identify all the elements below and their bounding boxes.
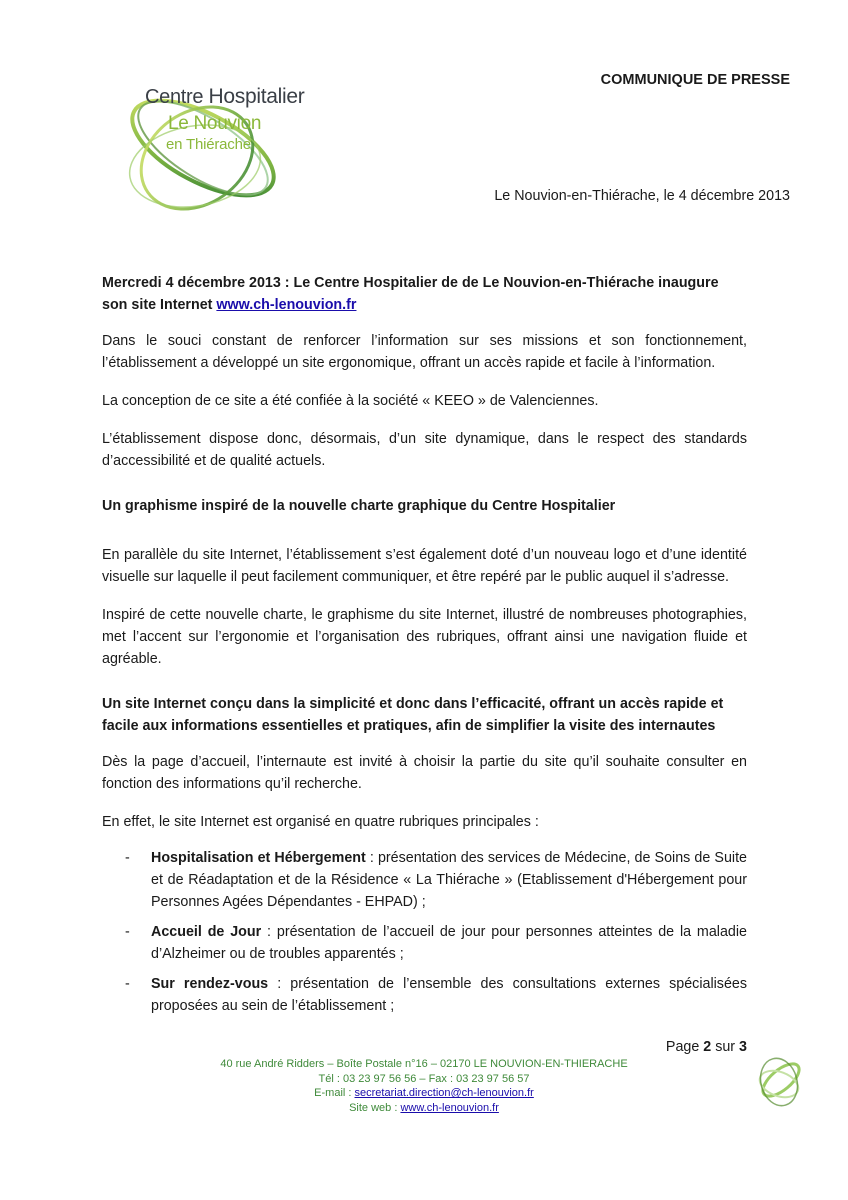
paragraph-charte: Inspiré de cette nouvelle charte, le graphisme du site Internet, illustré de nombreuses photographies, met l’accent sur l’ergonomie et l’organisation des rubriques, offrant ainsi une navigation fluide et agréable. bbox=[102, 607, 747, 667]
list-item bbox=[102, 973, 747, 1017]
footer-address: 40 rue André Ridders – Boîte Postale n°16 – 02170 LE NOUVION-EN-THIERACHE bbox=[220, 1058, 628, 1070]
logo-text-line1 bbox=[145, 85, 304, 109]
paragraph-logo-identity: En parallèle du site Internet, l’établissement s’est également doté d’un nouveau logo et d’une identité visuelle sur laquelle il peut facilement communiquer, et être repéré par le public auquel il s’adresse. bbox=[102, 547, 747, 585]
list-item bbox=[102, 921, 747, 965]
website-link[interactable]: www.ch-lenouvion.fr bbox=[216, 297, 357, 313]
list-item-title: Sur rendez-vous bbox=[151, 976, 269, 992]
paragraph-accueil: Dès la page d’accueil, l’internaute est invité à choisir la partie du site qu’il souhaite consulter en fonction des informations qu’il recherche. bbox=[102, 754, 747, 792]
headline bbox=[102, 272, 747, 316]
paragraph-dynamic-site: L’établissement dispose donc, désormais, d’un site dynamique, dans le respect des standards d’accessibilité et de qualité actuels. bbox=[102, 431, 747, 469]
logo-word-centre: Centre bbox=[145, 86, 204, 108]
logo-word-hospitalier: Hospitalier bbox=[208, 85, 305, 108]
page-current: 2 bbox=[703, 1039, 712, 1055]
footer-web-line bbox=[210, 1101, 638, 1116]
paragraph-intro: Dans le souci constant de renforcer l’information sur ses missions et son fonctionnement, l’établissement a développé un site ergonomique, offrant un accès rapide et facile à l’information. bbox=[102, 333, 747, 371]
headline-text: Mercredi 4 décembre 2013 : Le Centre Hospitalier de de Le Nouvion-en-Thiérache inaugure son site Internet bbox=[102, 275, 719, 313]
logo-text-line3: en Thiérache bbox=[166, 136, 251, 153]
page-total: 3 bbox=[739, 1039, 747, 1055]
footer-email-line bbox=[210, 1086, 638, 1101]
dateline: Le Nouvion-en-Thiérache, le 4 décembre 2013 bbox=[494, 188, 790, 204]
footer-web-label: Site web : bbox=[349, 1101, 401, 1114]
list-item-text: : présentation de l’ensemble des consultations externes spécialisées proposées au sein de l’établissement ; bbox=[151, 976, 747, 1014]
press-release-body bbox=[102, 272, 747, 1017]
list-item bbox=[102, 847, 747, 913]
section-title-simplicite: Un site Internet conçu dans la simplicité et donc dans l’efficacité, offrant un accès rapide et facile aux informations essentielles et pratiques, afin de simplifier la visite des internautes bbox=[102, 696, 724, 734]
page-indicator bbox=[666, 1039, 747, 1055]
page-prefix: Page bbox=[665, 1039, 704, 1055]
paragraph-rubriques-intro: En effet, le site Internet est organisé en quatre rubriques principales : bbox=[102, 814, 539, 830]
list-item-text: : présentation de l’accueil de jour pour personnes atteintes de la maladie d’Alzheimer ou de troubles apparentés ; bbox=[151, 924, 748, 962]
list-bullet: - bbox=[125, 850, 130, 866]
list-bullet: - bbox=[125, 924, 130, 940]
list-item-title: Accueil de Jour bbox=[151, 924, 262, 940]
list-item-title: Hospitalisation et Hébergement bbox=[151, 850, 366, 866]
paragraph-conception: La conception de ce site a été confiée à la société « KEEO » de Valenciennes. bbox=[102, 393, 599, 409]
list-item-text: : présentation des services de Médecine, de Soins de Suite et de Réadaptation et de la Résidence « La Thiérache » (Etablissement d'Hébergement pour Personnes Agées Dépendantes - EHPAD) ; bbox=[151, 850, 747, 910]
logo-swirl-small-icon bbox=[755, 1040, 803, 1112]
section-title-graphisme: Un graphisme inspiré de la nouvelle charte graphique du Centre Hospitalier bbox=[102, 498, 616, 514]
footer-web-link[interactable]: www.ch-lenouvion.fr bbox=[400, 1101, 499, 1114]
footer-email-link[interactable]: secretariat.direction@ch-lenouvion.fr bbox=[354, 1087, 534, 1100]
footer bbox=[210, 1057, 638, 1115]
document-title: COMMUNIQUE DE PRESSE bbox=[600, 72, 790, 88]
footer-email-label: E-mail : bbox=[314, 1087, 355, 1100]
list-bullet: - bbox=[125, 976, 130, 992]
hospital-logo bbox=[115, 66, 305, 216]
logo-text-line2: Le Nouvion bbox=[168, 113, 262, 134]
page-middle: sur bbox=[711, 1039, 740, 1055]
footer-phone: Tél : 03 23 97 56 56 – Fax : 03 23 97 56 57 bbox=[318, 1072, 530, 1085]
